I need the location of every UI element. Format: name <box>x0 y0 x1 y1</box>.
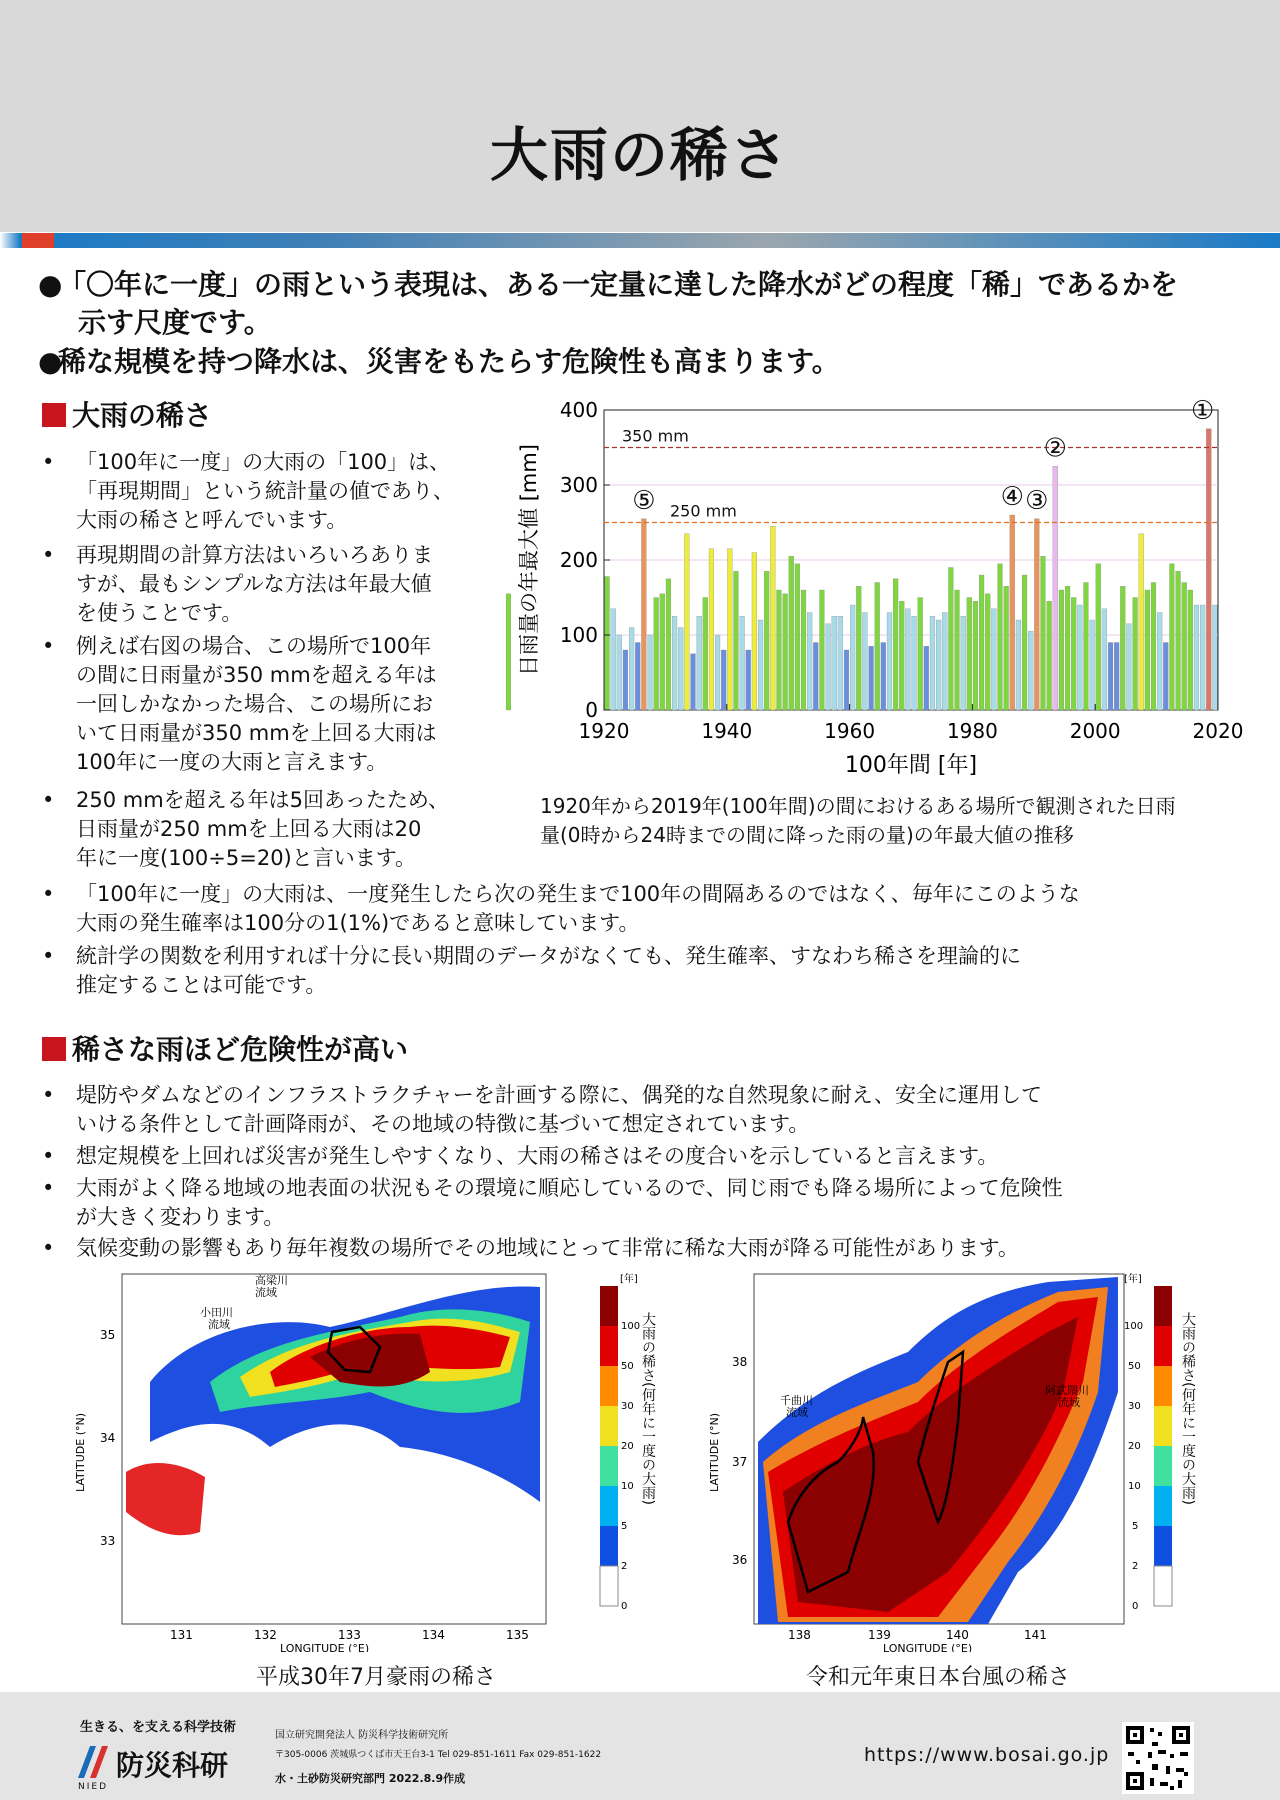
y-tick-label: 200 <box>559 548 598 572</box>
lead-line-1 <box>38 266 1178 304</box>
bar <box>826 624 831 710</box>
colorbar <box>1124 1272 1196 1612</box>
colorbar-tick: 2 <box>1132 1561 1139 1572</box>
bar <box>660 594 665 710</box>
list-item <box>42 1142 1262 1171</box>
lon-tick: 133 <box>338 1628 361 1642</box>
red-square-icon <box>42 1037 66 1061</box>
bar <box>1139 534 1144 710</box>
basin-label: 流域 <box>1058 1396 1080 1409</box>
bullet-line: 堤防やダムなどのインフラストラクチャーを計画する際に、偶発的な自然現象に耐え、安全に運用して <box>76 1083 1042 1107</box>
org-name: 国立研究開発法人 防災科学技術研究所 <box>275 1730 449 1741</box>
bullet-line: 例えば右図の場合、この場所で100年 <box>76 634 432 658</box>
x-tick-label: 1920 <box>578 719 630 743</box>
qr-code-icon <box>1122 1722 1194 1794</box>
y-tick-label: 300 <box>559 473 598 497</box>
colorbar-segment <box>600 1286 618 1326</box>
lat-tick: 33 <box>100 1534 116 1548</box>
bar <box>991 609 996 710</box>
bar <box>623 650 628 710</box>
list-item <box>42 1174 1262 1232</box>
lat-tick: 37 <box>732 1455 748 1469</box>
lat-tick: 34 <box>100 1431 116 1445</box>
lon-tick: 139 <box>868 1628 891 1642</box>
bar <box>912 616 917 710</box>
bar <box>709 549 714 710</box>
colorbar-label: 大雨の稀さ(何年に一度の大雨) <box>1180 1312 1196 1505</box>
lead-text-1: 「〇年に一度」の雨という表現は、ある一定量に達した降水がどの程度「稀」であるかを <box>58 268 1179 301</box>
colorbar-tick: 0 <box>621 1601 628 1612</box>
nied-logo-icon <box>76 1742 110 1782</box>
y-tick-label: 0 <box>585 698 598 722</box>
bar <box>795 564 800 710</box>
y-tick-label: 100 <box>559 623 598 647</box>
colorbar-segment <box>600 1446 618 1486</box>
bar <box>641 519 646 710</box>
bar <box>820 590 825 710</box>
bar <box>770 526 775 710</box>
colorbar-segment <box>1154 1366 1172 1406</box>
colorbar-tick: 10 <box>621 1481 634 1492</box>
basin-label: 阿武隈川 <box>1045 1384 1089 1397</box>
bullet-dot: ● <box>38 345 63 378</box>
basin-label: 千曲川 <box>780 1394 813 1407</box>
bar <box>789 556 794 710</box>
slogan: 生きる、を支える科学技術 <box>80 1720 237 1735</box>
x-axis-label: 100年間 [年] <box>844 753 978 778</box>
bar <box>727 549 732 710</box>
colorbar-segment <box>1154 1406 1172 1446</box>
bar <box>764 571 769 710</box>
bar <box>1169 564 1174 710</box>
bullet-line: が大きく変わります。 <box>76 1205 285 1229</box>
lon-tick: 135 <box>506 1628 529 1642</box>
bar <box>948 568 953 711</box>
bar <box>1028 631 1033 710</box>
bar <box>850 605 855 710</box>
basin-label: 流域 <box>255 1286 277 1299</box>
logo-name: 防災科研 <box>116 1749 229 1782</box>
bar <box>973 601 978 710</box>
basin-label: 流域 <box>208 1318 230 1331</box>
bar <box>899 601 904 710</box>
bar <box>1182 583 1187 711</box>
caption-line: 1920年から2019年(100年間)の間におけるある場所で観測された日雨 <box>540 794 1176 818</box>
bullet-line: すが、最もシンプルな方法は年最大値 <box>76 572 432 596</box>
bullet-line: の間に日雨量が350 mmを超える年は <box>76 663 437 687</box>
bullet-line: いける条件として計画降雨が、その地域の特徴に基づいて想定されています。 <box>76 1112 810 1136</box>
lat-tick: 35 <box>100 1328 116 1342</box>
threshold-label: 250 mm <box>670 501 737 521</box>
bar <box>1127 624 1132 710</box>
bullet-icon: • <box>42 944 55 968</box>
bar <box>1120 586 1125 710</box>
colorbar-segment <box>1154 1286 1172 1326</box>
bar <box>611 609 616 710</box>
bar <box>813 643 818 711</box>
bar <box>1090 620 1095 710</box>
bar <box>1176 571 1181 710</box>
bullet-line: 大雨の稀さと呼んでいます。 <box>76 508 348 532</box>
bullet-icon: • <box>42 1083 55 1107</box>
bar <box>1047 601 1052 710</box>
bar <box>752 553 757 711</box>
colorbar-segment <box>600 1406 618 1446</box>
bullet-line: 日雨量が250 mmを上回る大雨は20 <box>76 817 422 841</box>
colorbar-segment <box>1154 1326 1172 1366</box>
colorbar-tick: 0 <box>1132 1601 1139 1612</box>
bar <box>684 534 689 710</box>
bullet-line: 「再現期間」という統計量の値であり、 <box>76 479 454 503</box>
annotation-label: ④ <box>1000 482 1024 512</box>
bar <box>1157 613 1162 711</box>
x-tick-label: 1960 <box>824 719 876 743</box>
colorbar-tick: 30 <box>621 1401 634 1412</box>
bar <box>807 613 812 711</box>
bar <box>967 598 972 711</box>
bar <box>1151 583 1156 711</box>
colorbar-segment <box>600 1326 618 1366</box>
colorbar-segment <box>600 1526 618 1566</box>
x-tick-label: 1940 <box>701 719 753 743</box>
bar <box>648 635 653 710</box>
bar <box>506 594 511 710</box>
map-caption: 平成30年7月豪雨の稀さ <box>256 1665 496 1690</box>
basin-label: 流域 <box>786 1406 808 1419</box>
bar <box>672 616 677 710</box>
x-tick-label: 1980 <box>946 719 998 743</box>
lat-tick: 36 <box>732 1553 748 1567</box>
bar <box>1163 643 1168 711</box>
bar <box>1114 643 1119 711</box>
map-svg <box>70 1272 670 1652</box>
bullet-line: を使うことです。 <box>76 601 243 625</box>
section-heading-danger <box>42 1028 408 1068</box>
bar <box>1034 519 1039 710</box>
lon-tick: 140 <box>946 1628 969 1642</box>
bar <box>758 620 763 710</box>
bar <box>893 579 898 710</box>
x-tick-label: 2020 <box>1192 719 1244 743</box>
colorbar-segment <box>1154 1566 1172 1606</box>
page-title: 大雨の稀さ <box>489 121 790 189</box>
list-item <box>42 786 512 873</box>
bar <box>605 577 610 711</box>
accent-red-block <box>22 233 54 248</box>
bar <box>703 598 708 711</box>
bar <box>1212 605 1217 710</box>
colorbar-tick: 2 <box>621 1561 628 1572</box>
map-caption: 令和元年東日本台風の稀さ <box>806 1665 1071 1690</box>
bar <box>887 613 892 711</box>
colorbar-tick: 50 <box>1128 1361 1141 1372</box>
bullet-line: 大雨の発生確率は100分の1(1%)であると意味しています。 <box>76 911 640 935</box>
bar <box>1133 598 1138 711</box>
colorbar-tick: 20 <box>621 1441 634 1452</box>
colorbar-segment <box>600 1566 618 1606</box>
bullet-line: いて日雨量が350 mmを上回る大雨は <box>76 721 437 745</box>
lead-line-2: 示す尺度です。 <box>78 306 272 339</box>
bullet-icon: • <box>42 634 55 658</box>
rarity-map-western-japan <box>70 1272 670 1652</box>
bar <box>691 654 696 710</box>
bullet-line: 一回しかなかった場合、この場所にお <box>76 692 433 716</box>
bar <box>783 594 788 710</box>
bar <box>998 564 1003 710</box>
colorbar-tick: 100 <box>1124 1321 1144 1332</box>
colorbar-segment <box>1154 1486 1172 1526</box>
colorbar-tick: 50 <box>621 1361 634 1372</box>
colorbar-label: 大雨の稀さ(何年に一度の大雨) <box>640 1312 656 1505</box>
colorbar-segment <box>600 1366 618 1406</box>
website-link[interactable]: https://www.bosai.go.jp <box>864 1744 1110 1766</box>
annotation-label: ② <box>1043 433 1067 464</box>
bar <box>1016 620 1021 710</box>
bar <box>844 650 849 710</box>
threshold-label: 350 mm <box>622 426 689 446</box>
annotation-label: ① <box>1190 396 1215 426</box>
bar <box>1084 583 1089 711</box>
bar <box>1041 556 1046 710</box>
basin-label: 小田川 <box>200 1306 233 1319</box>
bullet-icon: • <box>42 1144 55 1168</box>
bar <box>924 646 929 710</box>
bar <box>629 628 634 711</box>
accent-band <box>0 233 1280 248</box>
lead-text-3: 稀な規模を持つ降水は、災害をもたらす危険性も高まります。 <box>58 345 840 378</box>
bar <box>1194 605 1199 710</box>
bar <box>1053 466 1058 710</box>
bar <box>1077 605 1082 710</box>
bar <box>654 598 659 711</box>
colorbar-unit: [年] <box>620 1274 638 1285</box>
bar <box>905 609 910 710</box>
bar <box>617 635 622 710</box>
lon-tick: 132 <box>254 1628 277 1642</box>
org-address: 〒305-0006 茨城県つくば市天王台3-1 Tel 029-851-1611 Fax 029-851-1622 <box>275 1750 602 1760</box>
bar <box>862 613 867 711</box>
dept-name: 水・土砂防災研究部門 2022.8.9作成 <box>275 1772 466 1785</box>
bullet-line: 250 mmを超える年は5回あったため、 <box>76 788 449 812</box>
bullet-line: 再現期間の計算方法はいろいろありま <box>76 543 433 567</box>
bar <box>1004 586 1009 710</box>
bullet-line: 統計学の関数を利用すれば十分に長い期間のデータがなくても、発生確率、すなわち稀さを理論的に <box>76 944 1021 968</box>
bullet-icon: • <box>42 450 55 474</box>
bar <box>979 575 984 710</box>
bar <box>1188 590 1193 710</box>
bar <box>721 650 726 710</box>
list-item <box>42 1234 1262 1263</box>
bar <box>856 586 861 710</box>
bar <box>955 590 960 710</box>
y-axis-label: LATITUDE (°N) <box>74 1412 87 1492</box>
bullet-line: 年に一度(100÷5=20)と言います。 <box>76 846 417 870</box>
list-item <box>42 942 1242 1000</box>
bar <box>801 590 806 710</box>
bullet-line: 大雨がよく降る地域の地表面の状況もその環境に順応しているので、同じ雨でも降る場所によって危険性 <box>76 1176 1063 1200</box>
bullet-icon: • <box>42 1176 55 1200</box>
bar <box>1206 429 1211 710</box>
bar <box>875 583 880 711</box>
bar <box>740 616 745 710</box>
colorbar-tick: 100 <box>621 1321 641 1332</box>
bullet-icon: • <box>42 788 55 812</box>
bullet-line: 気候変動の影響もあり毎年複数の場所でその地域にとって非常に稀な大雨が降る可能性があります。 <box>76 1236 1019 1260</box>
x-tick-label: 2000 <box>1069 719 1121 743</box>
bar <box>918 598 923 711</box>
colorbar-tick: 30 <box>1128 1401 1141 1412</box>
chart-caption <box>540 792 1245 850</box>
bar <box>1059 590 1064 710</box>
bar <box>936 620 941 710</box>
bar <box>985 594 990 710</box>
bar <box>635 643 640 711</box>
bullet-line: 想定規模を上回れば災害が発生しやすくなり、大雨の稀さはその度合いを示していると言えます。 <box>76 1144 999 1168</box>
logo-sub: NIED <box>78 1782 109 1792</box>
bullet-line: 100年に一度の大雨と言えます。 <box>76 750 388 774</box>
annotation-label: ⑤ <box>632 485 656 516</box>
colorbar-tick: 20 <box>1128 1441 1141 1452</box>
colorbar-tick: 5 <box>1132 1521 1139 1532</box>
bullet-line: 推定することは可能です。 <box>76 973 327 997</box>
colorbar-segment <box>1154 1526 1172 1566</box>
bar <box>1096 564 1101 710</box>
caption-line: 量(0時から24時までの間に降った雨の量)の年最大値の推移 <box>540 823 1074 847</box>
colorbar <box>600 1272 656 1612</box>
bar <box>942 613 947 711</box>
list-item <box>42 1081 1262 1139</box>
list-item <box>42 541 512 628</box>
bullet-dot: ● <box>38 268 63 301</box>
bar <box>1065 586 1070 710</box>
map-svg <box>688 1272 1268 1652</box>
bar <box>1102 609 1107 710</box>
basin-label: 高梁川 <box>255 1274 288 1287</box>
section-heading-rarity <box>42 394 212 434</box>
lon-tick: 131 <box>170 1628 193 1642</box>
list-item <box>42 448 512 535</box>
colorbar-segment <box>1154 1446 1172 1486</box>
colorbar-unit: [年] <box>1124 1274 1142 1285</box>
bullet-line: 「100年に一度」の大雨の「100」は、 <box>76 450 451 474</box>
colorbar-segment <box>600 1486 618 1526</box>
x-axis-label: LONGITUDE (°E) <box>280 1642 370 1652</box>
lead-line-3 <box>38 343 840 381</box>
bar <box>734 571 739 710</box>
bar <box>777 590 782 710</box>
colorbar-tick: 5 <box>621 1521 628 1532</box>
bar <box>961 616 966 710</box>
red-square-icon <box>42 403 66 427</box>
bar <box>666 579 671 710</box>
bullet-line: 「100年に一度」の大雨は、一度発生したら次の発生まで100年の間隔あるのではなく、毎年にこのような <box>76 882 1080 906</box>
bar <box>746 650 751 710</box>
lon-tick: 134 <box>422 1628 445 1642</box>
bar <box>1108 643 1113 711</box>
bar <box>1200 605 1205 710</box>
annotation-label: ③ <box>1025 485 1049 516</box>
bullet-icon: • <box>42 543 55 567</box>
list-item <box>42 880 1242 938</box>
bullet-icon: • <box>42 882 55 906</box>
bar <box>715 635 720 710</box>
bar <box>1145 590 1150 710</box>
bar <box>832 616 837 710</box>
section-heading-text: 稀さな雨ほど危険性が高い <box>72 1033 409 1066</box>
list-item <box>42 632 512 777</box>
bar <box>881 643 886 711</box>
section-heading-text: 大雨の稀さ <box>72 399 213 432</box>
bar <box>678 628 683 711</box>
bar <box>1022 575 1027 710</box>
lat-tick: 38 <box>732 1355 748 1369</box>
x-axis-label: LONGITUDE (°E) <box>883 1642 973 1652</box>
bullet-icon: • <box>42 1236 55 1260</box>
y-axis-label: LATITUDE (°N) <box>708 1412 721 1492</box>
lon-tick: 141 <box>1024 1628 1047 1642</box>
bar <box>930 616 935 710</box>
bar <box>1010 515 1015 710</box>
bar <box>697 616 702 710</box>
colorbar-tick: 10 <box>1128 1481 1141 1492</box>
lon-tick: 138 <box>788 1628 811 1642</box>
bar <box>869 646 874 710</box>
footer <box>0 1692 1280 1800</box>
annual-max-rainfall-chart <box>506 396 1250 780</box>
bar <box>838 616 843 710</box>
bar <box>1071 598 1076 711</box>
rarity-map-eastern-japan <box>688 1272 1268 1652</box>
y-tick-label: 400 <box>559 398 598 422</box>
y-axis-label: 日雨量の年最大値 [mm] <box>517 444 541 676</box>
chart-svg <box>506 396 1250 780</box>
